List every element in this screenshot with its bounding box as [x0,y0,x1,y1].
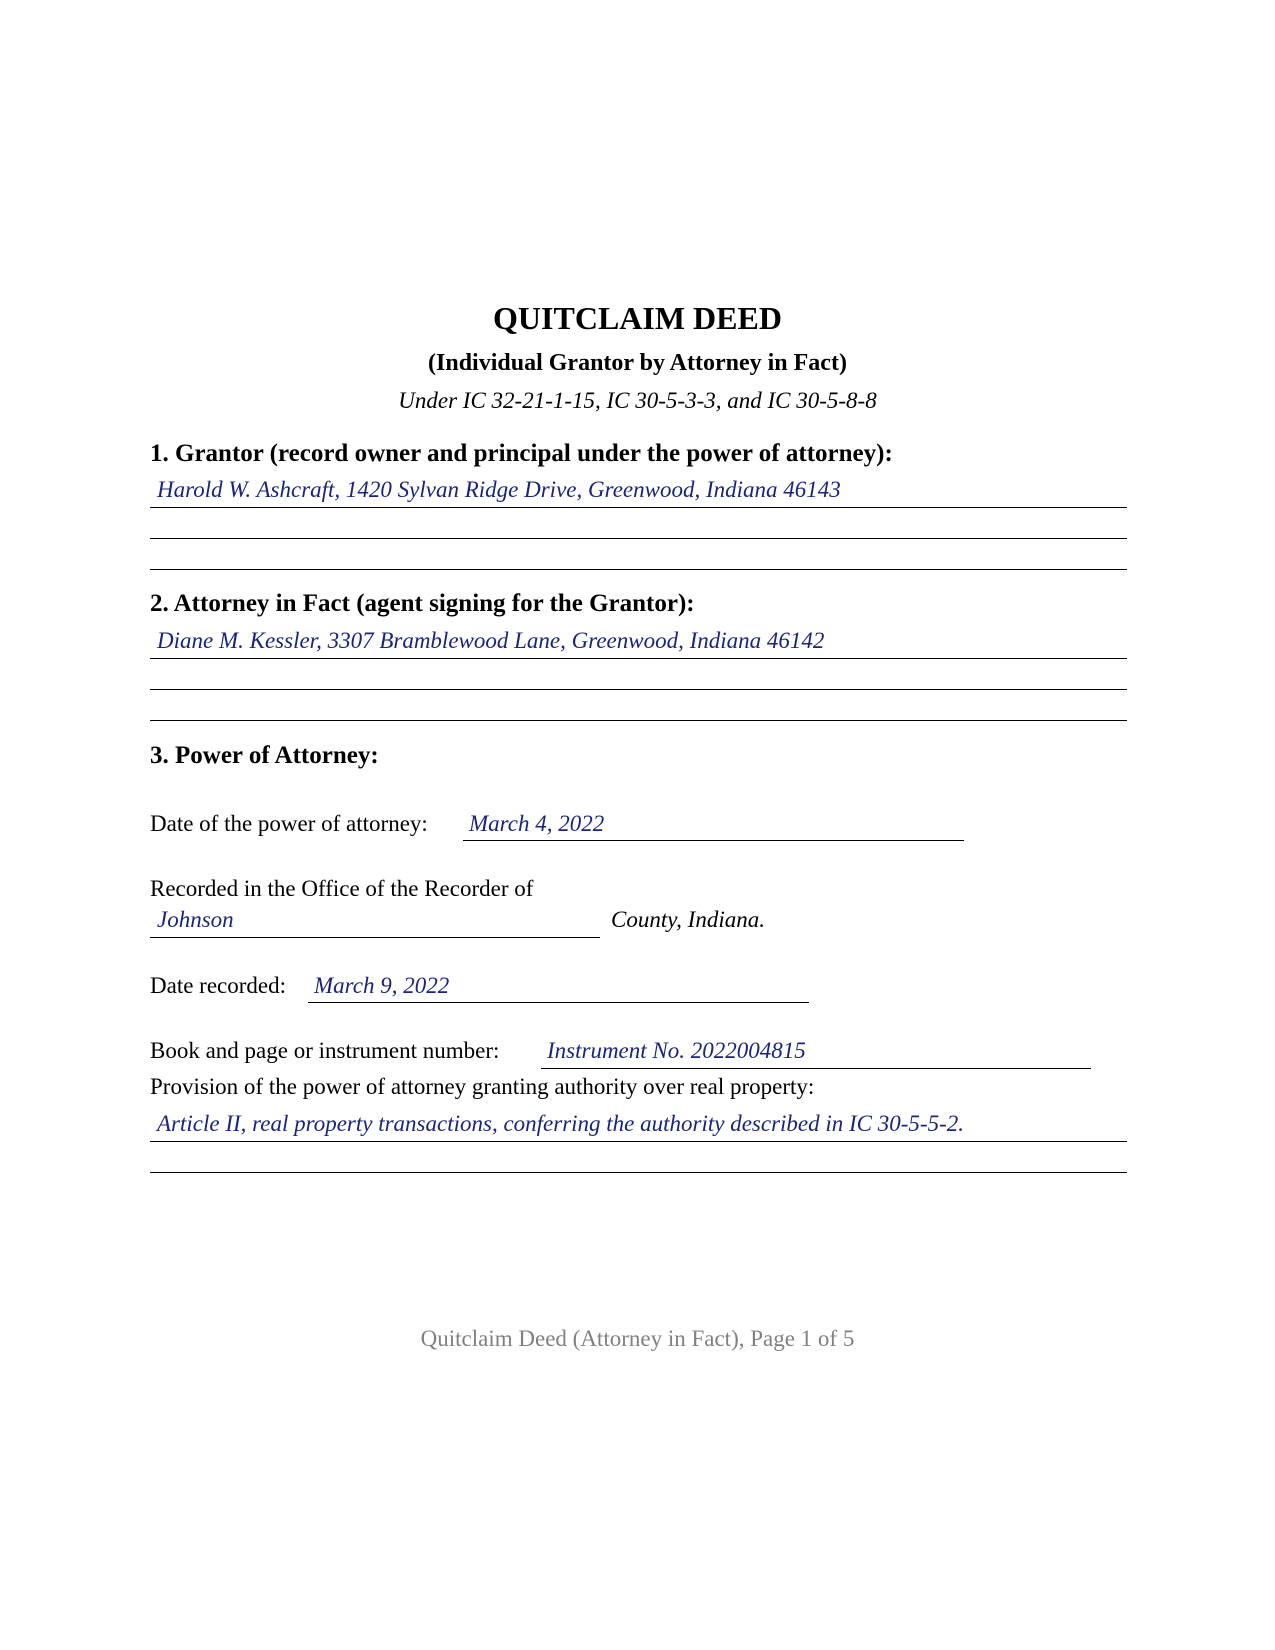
poa-date-label: Date of the power of attorney: [150,811,428,836]
poa-heading: 3. Power of Attorney: [150,742,379,769]
grantor-line-2 [150,538,1127,539]
county-line [150,937,600,938]
statute-reference: Under IC 32-21-1-15, IC 30-5-3-3, and IC 30-5-8-8 [398,388,877,413]
date-recorded-value[interactable]: March 9, 2022 [314,973,450,998]
grantor-line-3 [150,569,1127,570]
provision-line-2 [150,1172,1127,1173]
recorder-label: Recorded in the Office of the Recorder of [150,876,534,901]
document-title: QUITCLAIM DEED [493,300,782,336]
attorney-line-2 [150,689,1127,690]
grantor-line-1 [150,507,1127,508]
attorney-value[interactable]: Diane M. Kessler, 3307 Bramblewood Lane, Greenwood, Indiana 46142 [157,628,825,653]
provision-value[interactable]: Article II, real property transactions, conferring the authority described in IC 30-5-5-2. [157,1111,964,1136]
attorney-line-1 [150,658,1127,659]
attorney-heading: 2. Attorney in Fact (agent signing for the Grantor): [150,590,695,617]
date-recorded-label: Date recorded: [150,973,287,998]
grantor-heading: 1. Grantor (record owner and principal under the power of attorney): [150,440,893,467]
poa-date-value[interactable]: March 4, 2022 [469,811,605,836]
book-page-value[interactable]: Instrument No. 2022004815 [547,1038,806,1063]
county-value[interactable]: Johnson [157,907,234,932]
book-page-line [541,1068,1091,1069]
county-suffix: County, Indiana. [611,907,765,932]
provision-label: Provision of the power of attorney granting authority over real property: [150,1074,815,1099]
document-subtitle: (Individual Grantor by Attorney in Fact) [428,350,847,376]
grantor-value[interactable]: Harold W. Ashcraft, 1420 Sylvan Ridge Drive, Greenwood, Indiana 46143 [157,477,841,502]
page-footer: Quitclaim Deed (Attorney in Fact), Page 1 of 5 [420,1326,855,1351]
attorney-line-3 [150,720,1127,721]
poa-date-line [463,840,964,841]
book-page-label: Book and page or instrument number: [150,1038,500,1063]
provision-line-1 [150,1141,1127,1142]
date-recorded-line [308,1002,809,1003]
